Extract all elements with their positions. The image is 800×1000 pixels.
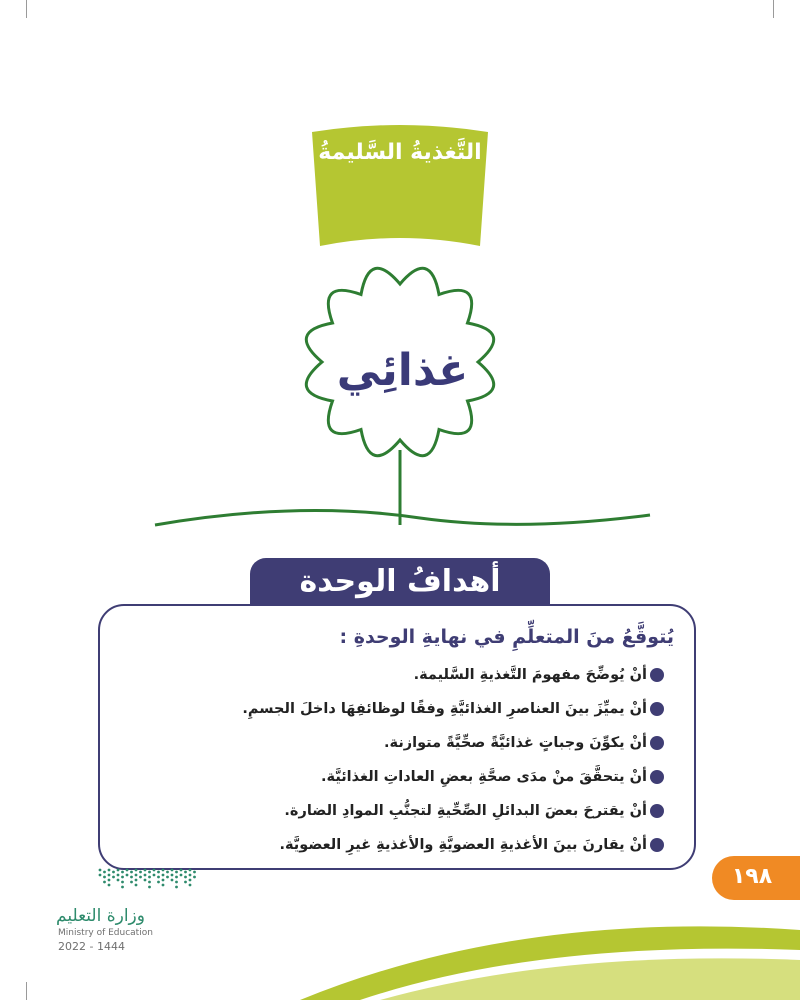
goals-box (98, 604, 696, 870)
goal-text: أنْ يُوضِّحَ مفهومَ التَّغذيةِ السَّليمة. (413, 667, 647, 683)
hill-line (0, 470, 800, 560)
banner-shape (308, 118, 492, 246)
flower-label: غذائِي (336, 345, 469, 396)
goals-header (250, 558, 550, 610)
goal-item (242, 760, 664, 794)
goal-item (242, 658, 664, 692)
ministry-name-ar: وزارة التعليم (56, 906, 145, 926)
bullet-icon (650, 668, 664, 682)
goal-item (242, 726, 664, 760)
page-number: ١٩٨ (731, 864, 773, 889)
bullet-icon (650, 736, 664, 750)
unit-banner (308, 118, 492, 246)
goals-header-title: أهدافُ الوحدة (299, 564, 501, 599)
crop-mark (773, 0, 774, 18)
goals-intro: يُتوقَّعُ منَ المتعلِّمِ في نهايةِ الوحدةِ : (339, 626, 674, 648)
goal-item (242, 692, 664, 726)
goal-text: أنْ يقترحَ بعضَ البدائلِ الصِّحِّيةِ لتجنُّبِ الموادِ الضارة. (284, 803, 647, 819)
goal-item (242, 828, 664, 862)
crop-mark (26, 0, 27, 18)
goals-list (242, 658, 664, 862)
bullet-icon (650, 804, 664, 818)
bullet-icon (650, 838, 664, 852)
goal-text: أنْ يميِّزَ بينَ العناصرِ الغذائيَّةِ وفقًا لوظائفِهَا داخلَ الجسمِ. (242, 701, 647, 717)
bullet-icon (650, 770, 664, 784)
goal-text: أنْ يتحقَّقَ منْ مدَى صحَّةِ بعضِ العاداتِ الغذائيَّة. (321, 769, 647, 785)
bullet-icon (650, 702, 664, 716)
goal-text: أنْ يكوِّنَ وجباتٍ غذائيَّةً صحِّيَّةً متوازنة. (384, 735, 647, 751)
ministry-year: 2022 - 1444 (58, 940, 125, 953)
unit-title: التَّغذيةُ السَّليمةُ (318, 140, 482, 165)
bottom-waves (0, 890, 800, 1000)
goal-text: أنْ يقارنَ بينَ الأغذيةِ العضويَّةِ والأغذيةِ غيرِ العضويَّة. (279, 837, 647, 853)
ministry-name-en: Ministry of Education (58, 928, 153, 938)
goal-item (242, 794, 664, 828)
